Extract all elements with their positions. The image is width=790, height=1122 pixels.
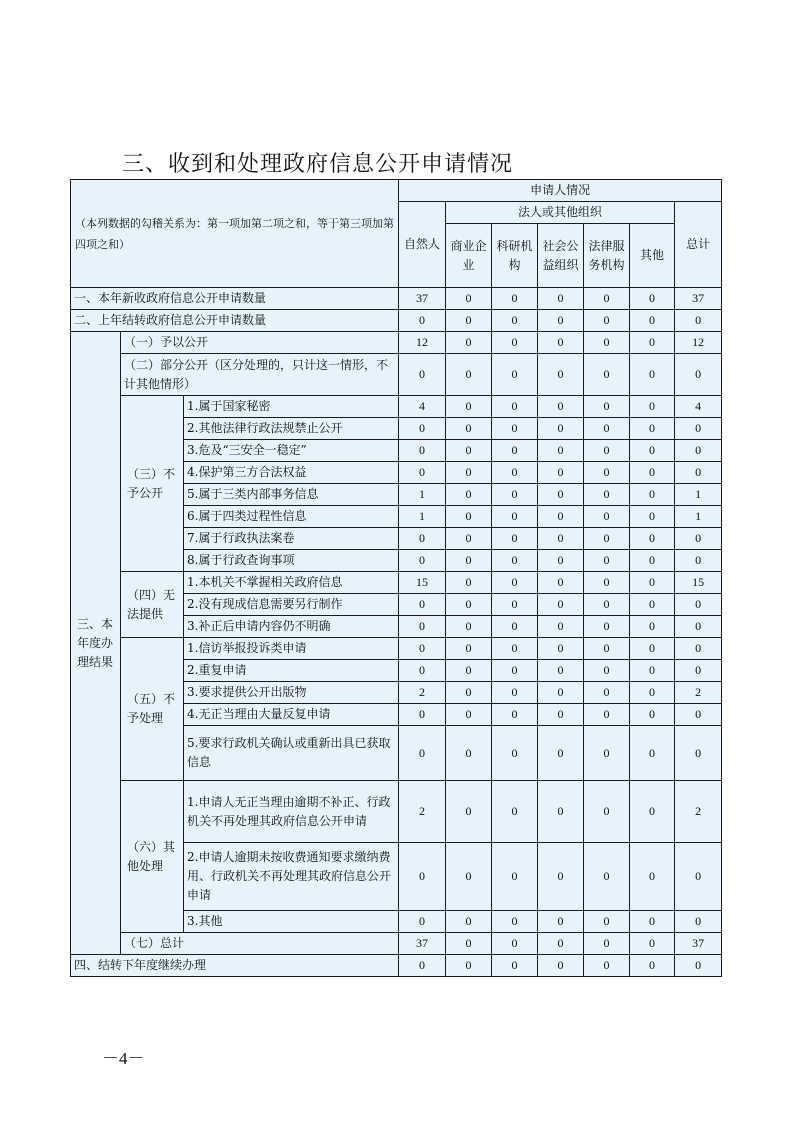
- value-research: 0: [492, 704, 538, 726]
- value-research: 0: [492, 660, 538, 682]
- value-legal-service: 0: [584, 332, 630, 354]
- value-other: 0: [630, 638, 675, 660]
- value-natural-person: 0: [399, 440, 446, 462]
- value-public-welfare: 0: [538, 396, 584, 418]
- value-other: 0: [630, 704, 675, 726]
- value-legal-service: 0: [584, 354, 630, 396]
- value-natural-person: 0: [399, 843, 446, 911]
- value-total: 0: [675, 843, 722, 911]
- value-legal-service: 0: [584, 440, 630, 462]
- value-other: 0: [630, 843, 675, 911]
- value-other: 0: [630, 616, 675, 638]
- value-research: 0: [492, 528, 538, 550]
- value-commercial: 0: [446, 310, 492, 332]
- value-legal-service: 0: [584, 638, 630, 660]
- value-total: 0: [675, 354, 722, 396]
- value-natural-person: 2: [399, 682, 446, 704]
- item-label: 2.申请人逾期未按收费通知要求缴纳费用、行政机关不再处理其政府信息公开申请: [184, 843, 399, 911]
- value-public-welfare: 0: [538, 660, 584, 682]
- value-commercial: 0: [446, 726, 492, 781]
- value-commercial: 0: [446, 911, 492, 933]
- table-row: [71, 638, 722, 660]
- value-commercial: 0: [446, 660, 492, 682]
- value-public-welfare: 0: [538, 550, 584, 572]
- header-natural-person: 自然人: [399, 202, 446, 288]
- table-row: [71, 396, 722, 418]
- item-label: 2.其他法律行政法规禁止公开: [184, 418, 399, 440]
- value-natural-person: 0: [399, 354, 446, 396]
- value-natural-person: 0: [399, 310, 446, 332]
- value-research: 0: [492, 843, 538, 911]
- value-commercial: 0: [446, 528, 492, 550]
- value-legal-service: 0: [584, 955, 630, 977]
- value-total: 0: [675, 528, 722, 550]
- value-total: 4: [675, 396, 722, 418]
- value-natural-person: 2: [399, 781, 446, 843]
- value-natural-person: 4: [399, 396, 446, 418]
- value-other: 0: [630, 911, 675, 933]
- value-commercial: 0: [446, 682, 492, 704]
- value-total: 12: [675, 332, 722, 354]
- value-public-welfare: 0: [538, 288, 584, 310]
- value-research: 0: [492, 911, 538, 933]
- value-public-welfare: 0: [538, 418, 584, 440]
- row-label: 一、本年新收政府信息公开申请数量: [71, 288, 399, 310]
- value-total: 0: [675, 594, 722, 616]
- value-total: 0: [675, 310, 722, 332]
- header-legal-service: 法律服务机构: [584, 224, 630, 288]
- value-legal-service: 0: [584, 572, 630, 594]
- value-natural-person: 15: [399, 572, 446, 594]
- value-total: 0: [675, 616, 722, 638]
- value-research: 0: [492, 462, 538, 484]
- value-public-welfare: 0: [538, 682, 584, 704]
- value-public-welfare: 0: [538, 310, 584, 332]
- value-legal-service: 0: [584, 616, 630, 638]
- header-legal-group: 法人或其他组织: [446, 202, 675, 224]
- value-total: 0: [675, 418, 722, 440]
- value-total: 0: [675, 911, 722, 933]
- value-legal-service: 0: [584, 310, 630, 332]
- value-other: 0: [630, 354, 675, 396]
- value-public-welfare: 0: [538, 506, 584, 528]
- value-research: 0: [492, 332, 538, 354]
- value-legal-service: 0: [584, 396, 630, 418]
- value-total: 1: [675, 506, 722, 528]
- value-natural-person: 1: [399, 484, 446, 506]
- value-legal-service: 0: [584, 418, 630, 440]
- value-public-welfare: 0: [538, 781, 584, 843]
- value-research: 0: [492, 781, 538, 843]
- value-public-welfare: 0: [538, 594, 584, 616]
- value-commercial: 0: [446, 440, 492, 462]
- table-row: [71, 332, 722, 354]
- value-research: 0: [492, 572, 538, 594]
- value-natural-person: 0: [399, 955, 446, 977]
- value-other: 0: [630, 462, 675, 484]
- header-other: 其他: [630, 224, 675, 288]
- value-public-welfare: 0: [538, 638, 584, 660]
- table-row: [71, 354, 722, 396]
- value-natural-person: 0: [399, 594, 446, 616]
- item-label: 3.补正后申请内容仍不明确: [184, 616, 399, 638]
- value-natural-person: 1: [399, 506, 446, 528]
- value-commercial: 0: [446, 572, 492, 594]
- value-other: 0: [630, 310, 675, 332]
- value-commercial: 0: [446, 396, 492, 418]
- value-research: 0: [492, 354, 538, 396]
- value-legal-service: 0: [584, 781, 630, 843]
- value-total: 37: [675, 288, 722, 310]
- item-label: 7.属于行政执法案卷: [184, 528, 399, 550]
- value-other: 0: [630, 418, 675, 440]
- info-disclosure-table: [70, 179, 722, 977]
- value-total: 37: [675, 933, 722, 955]
- value-other: 0: [630, 933, 675, 955]
- group-label-g5: （五）不予处理: [121, 638, 184, 781]
- row-label: （一）予以公开: [121, 332, 399, 354]
- value-research: 0: [492, 310, 538, 332]
- value-public-welfare: 0: [538, 462, 584, 484]
- value-natural-person: 0: [399, 911, 446, 933]
- value-total: 0: [675, 462, 722, 484]
- value-legal-service: 0: [584, 594, 630, 616]
- value-public-welfare: 0: [538, 933, 584, 955]
- table-row: [71, 933, 722, 955]
- value-commercial: 0: [446, 550, 492, 572]
- value-other: 0: [630, 955, 675, 977]
- value-natural-person: 0: [399, 638, 446, 660]
- value-legal-service: 0: [584, 726, 630, 781]
- value-legal-service: 0: [584, 682, 630, 704]
- value-commercial: 0: [446, 354, 492, 396]
- section-3-label: 三、本年度办理结果: [71, 332, 121, 955]
- row-label: （七）总计: [121, 933, 399, 955]
- value-public-welfare: 0: [538, 332, 584, 354]
- value-other: 0: [630, 594, 675, 616]
- value-commercial: 0: [446, 843, 492, 911]
- value-total: 1: [675, 484, 722, 506]
- value-public-welfare: 0: [538, 528, 584, 550]
- value-research: 0: [492, 933, 538, 955]
- value-commercial: 0: [446, 638, 492, 660]
- header-total: 总计: [675, 202, 722, 288]
- item-label: 6.属于四类过程性信息: [184, 506, 399, 528]
- value-total: 2: [675, 781, 722, 843]
- value-commercial: 0: [446, 955, 492, 977]
- value-public-welfare: 0: [538, 484, 584, 506]
- value-natural-person: 0: [399, 462, 446, 484]
- value-natural-person: 12: [399, 332, 446, 354]
- value-other: 0: [630, 396, 675, 418]
- section-title: 三、收到和处理政府信息公开申请情况: [122, 152, 514, 177]
- item-label: 4.无正当理由大量反复申请: [184, 704, 399, 726]
- value-other: 0: [630, 332, 675, 354]
- value-commercial: 0: [446, 484, 492, 506]
- value-natural-person: 37: [399, 933, 446, 955]
- table-row: [71, 572, 722, 594]
- value-public-welfare: 0: [538, 704, 584, 726]
- value-other: 0: [630, 288, 675, 310]
- value-legal-service: 0: [584, 528, 630, 550]
- value-commercial: 0: [446, 781, 492, 843]
- value-legal-service: 0: [584, 462, 630, 484]
- item-label: 5.属于三类内部事务信息: [184, 484, 399, 506]
- header-research: 科研机构: [492, 224, 538, 288]
- value-research: 0: [492, 638, 538, 660]
- value-commercial: 0: [446, 594, 492, 616]
- value-public-welfare: 0: [538, 354, 584, 396]
- row-label: 二、上年结转政府信息公开申请数量: [71, 310, 399, 332]
- value-research: 0: [492, 955, 538, 977]
- page-number: －4－: [102, 1049, 145, 1068]
- group-label-g4: （四）无法提供: [121, 572, 184, 638]
- item-label: 4.保护第三方合法权益: [184, 462, 399, 484]
- value-public-welfare: 0: [538, 843, 584, 911]
- value-other: 0: [630, 528, 675, 550]
- header-note: （本列数据的勾稽关系为：第一项加第二项之和，等于第三项加第四项之和）: [71, 180, 399, 288]
- value-natural-person: 0: [399, 528, 446, 550]
- value-total: 0: [675, 726, 722, 781]
- group-label-g3: （三）不予公开: [121, 396, 184, 572]
- item-label: 1.申请人无正当理由逾期不补正、行政机关不再处理其政府信息公开申请: [184, 781, 399, 843]
- value-legal-service: 0: [584, 550, 630, 572]
- value-public-welfare: 0: [538, 440, 584, 462]
- value-other: 0: [630, 440, 675, 462]
- value-legal-service: 0: [584, 484, 630, 506]
- value-public-welfare: 0: [538, 572, 584, 594]
- item-label: 5.要求行政机关确认或重新出具已获取信息: [184, 726, 399, 781]
- value-total: 15: [675, 572, 722, 594]
- value-legal-service: 0: [584, 704, 630, 726]
- item-label: 3.要求提供公开出版物: [184, 682, 399, 704]
- value-other: 0: [630, 781, 675, 843]
- item-label: 2.重复申请: [184, 660, 399, 682]
- value-research: 0: [492, 396, 538, 418]
- value-research: 0: [492, 616, 538, 638]
- value-total: 0: [675, 660, 722, 682]
- value-other: 0: [630, 660, 675, 682]
- value-research: 0: [492, 418, 538, 440]
- table-row: [71, 310, 722, 332]
- table-row: [71, 781, 722, 843]
- value-commercial: 0: [446, 418, 492, 440]
- group-label-g6: （六）其他处理: [121, 781, 184, 933]
- value-other: 0: [630, 550, 675, 572]
- value-legal-service: 0: [584, 843, 630, 911]
- value-total: 0: [675, 550, 722, 572]
- value-legal-service: 0: [584, 933, 630, 955]
- value-natural-person: 37: [399, 288, 446, 310]
- value-commercial: 0: [446, 933, 492, 955]
- value-other: 0: [630, 726, 675, 781]
- value-natural-person: 0: [399, 660, 446, 682]
- item-label: 1.本机关不掌握相关政府信息: [184, 572, 399, 594]
- value-commercial: 0: [446, 462, 492, 484]
- value-research: 0: [492, 594, 538, 616]
- value-research: 0: [492, 440, 538, 462]
- value-public-welfare: 0: [538, 726, 584, 781]
- value-total: 0: [675, 440, 722, 462]
- value-legal-service: 0: [584, 288, 630, 310]
- value-public-welfare: 0: [538, 955, 584, 977]
- table-row: [71, 955, 722, 977]
- value-commercial: 0: [446, 506, 492, 528]
- value-total: 2: [675, 682, 722, 704]
- item-label: 3.危及“三安全一稳定”: [184, 440, 399, 462]
- value-research: 0: [492, 506, 538, 528]
- value-natural-person: 0: [399, 704, 446, 726]
- value-commercial: 0: [446, 616, 492, 638]
- value-research: 0: [492, 288, 538, 310]
- value-research: 0: [492, 726, 538, 781]
- value-legal-service: 0: [584, 911, 630, 933]
- table-row: [71, 288, 722, 310]
- value-research: 0: [492, 484, 538, 506]
- value-other: 0: [630, 506, 675, 528]
- value-other: 0: [630, 682, 675, 704]
- value-natural-person: 0: [399, 616, 446, 638]
- value-commercial: 0: [446, 704, 492, 726]
- header-applicant: 申请人情况: [399, 180, 722, 202]
- value-natural-person: 0: [399, 418, 446, 440]
- item-label: 2.没有现成信息需要另行制作: [184, 594, 399, 616]
- value-public-welfare: 0: [538, 616, 584, 638]
- item-label: 1.信访举报投诉类申请: [184, 638, 399, 660]
- value-total: 0: [675, 955, 722, 977]
- value-other: 0: [630, 572, 675, 594]
- value-legal-service: 0: [584, 660, 630, 682]
- value-commercial: 0: [446, 288, 492, 310]
- value-research: 0: [492, 682, 538, 704]
- row-label: 四、结转下年度继续办理: [71, 955, 399, 977]
- value-total: 0: [675, 638, 722, 660]
- value-commercial: 0: [446, 332, 492, 354]
- item-label: 1.属于国家秘密: [184, 396, 399, 418]
- value-natural-person: 0: [399, 550, 446, 572]
- value-legal-service: 0: [584, 506, 630, 528]
- value-natural-person: 0: [399, 726, 446, 781]
- value-research: 0: [492, 550, 538, 572]
- item-label: 3.其他: [184, 911, 399, 933]
- header-commercial: 商业企业: [446, 224, 492, 288]
- value-other: 0: [630, 484, 675, 506]
- value-public-welfare: 0: [538, 911, 584, 933]
- header-public-welfare: 社会公益组织: [538, 224, 584, 288]
- value-total: 0: [675, 704, 722, 726]
- row-label: （二）部分公开（区分处理的，只计这一情形，不计其他情形）: [121, 354, 399, 396]
- item-label: 8.属于行政查询事项: [184, 550, 399, 572]
